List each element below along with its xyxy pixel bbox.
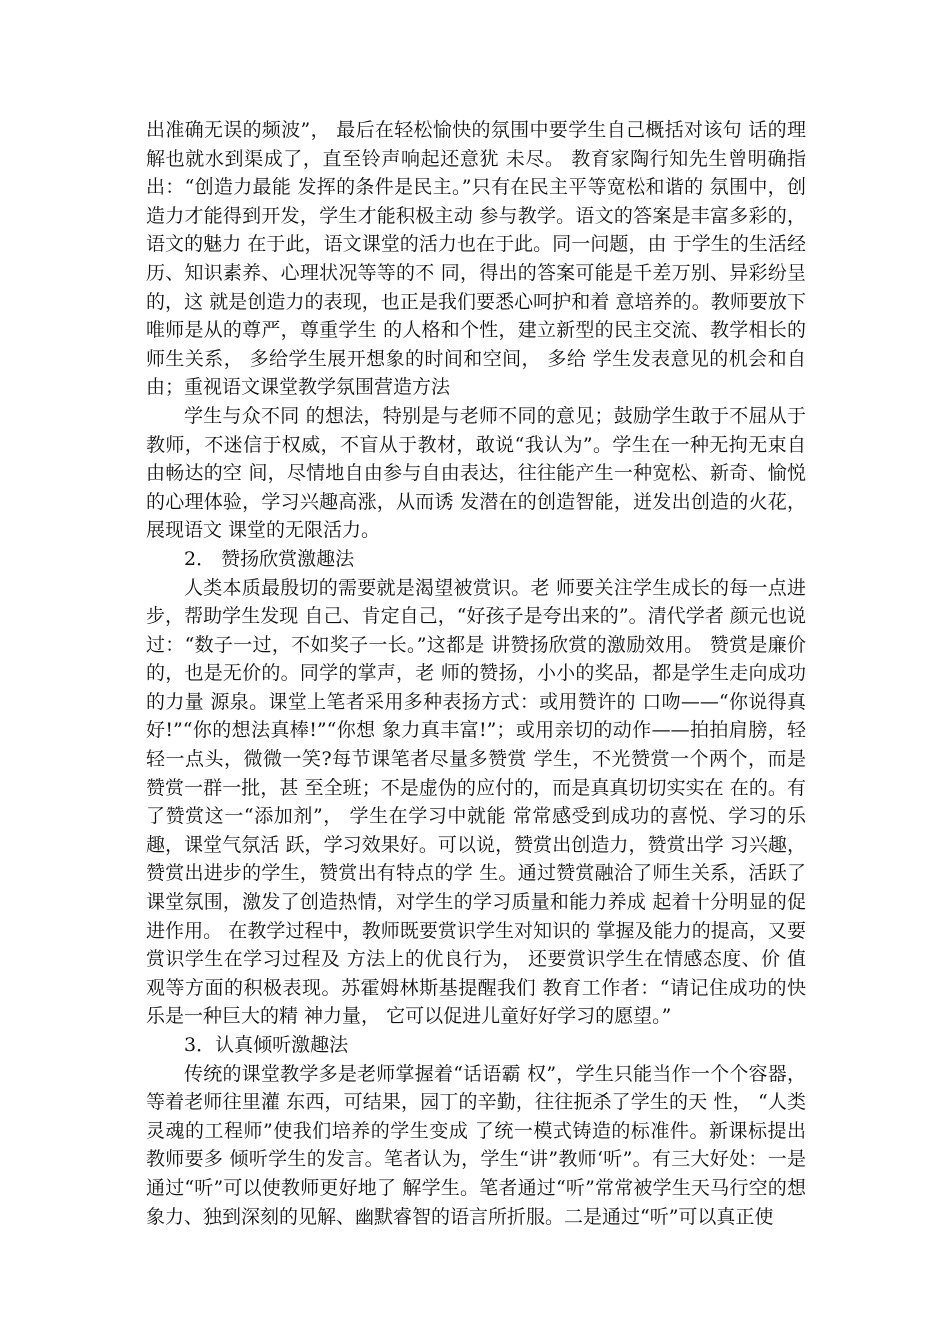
- document-page: [146, 116, 806, 1231]
- paragraph-4: 传统的课堂教学多是老师掌握着“话语霸 权”，学生只能当作一个个容器，等着老师往里灌 东西，可结果，园丁的辛勤，往往扼杀了学生的天 性， “人类灵魂的工程师”使我们培养的学生变成 了统一模式铸造的标准件。新课标提出教师要多 倾听学生的发言。笔者认为，学生“讲”教师‘听”。有三大好处：一是通过“听”可以使教师更好地了 解学生。笔者通过“听”常常被学生天马行空的想 象力、独到深刻的见解、幽默睿智的语言所折服。二是通过“听”可以真正使: [146, 1062, 806, 1228]
- section-heading-3: 3．认真倾听激趣法: [184, 1034, 349, 1056]
- paragraph-3: 人类本质最殷切的需要就是渴望被赏识。老 师要关注学生成长的每一点进步，帮助学生发现 自己、肯定自己，“好孩子是夸出来的”。清代学者 颜元也说过：“数子一过，不如奖子一长。”这都是 讲赞扬欣赏的激励效用。 赞赏是廉价的，也是无价的。同学的掌声，老 师的赞扬，小小的奖品，都是学生走向成功的力量 源泉。课堂上笔者采用多种表扬方式：或用赞许的 口吻——“你说得真好!”“你的想法真棒!”“你想 象力真丰富!”；或用亲切的动作——拍拍肩膀，轻 轻一点头，微微一笑?每节课笔者尽量多赞赏 学生，不光赞赏一个两个，而是赞赏一群一批，甚 至全班；不是虚伪的应付的，而是真真切切实实在 在的。有了赞赏这一“添加剂”， 学生在学习中就能 常常感受到成功的喜悦、学习的乐趣，课堂气氛活 跃，学习效果好。可以说，赞赏出创造力，赞赏出学 习兴趣，赞赏出进步的学生，赞赏出有特点的学 生。通过赞赏融洽了师生关系，活跃了课堂氛围，激发了创造热情，对学生的学习质量和能力养成 起着十分明显的促进作用。 在教学过程中，教师既要赏识学生对知识的 掌握及能力的提高，又要赏识学生在学习过程及 方法上的优良行为， 还要赏识学生在情感态度、价 值观等方面的积极表现。苏霍姆林斯基提醒我们 教育工作者：“请记住成功的快乐是一种巨大的精 神力量， 它可以促进儿童好好学习的愿望。”: [146, 576, 806, 1028]
- paragraph-1: 出准确无误的频波”， 最后在轻松愉快的氛围中要学生自己概括对该句 话的理解也就水到渠成了，直至铃声响起还意犹 未尽。 教育家陶行知先生曾明确指出：“创造力最能 发挥的条件是民主。”只有在民主平等宽松和谐的 氛围中，创造力才能得到开发，学生才能积极主动 参与教学。语文的答案是丰富多彩的，语文的魅力 在于此，语文课堂的活力也在于此。同一问题，由 于学生的生活经历、知识素养、心理状况等等的不 同，得出的答案可能是千差万别、异彩纷呈的，这 就是创造力的表现，也正是我们要悉心呵护和着 意培养的。教师要放下唯师是从的尊严，尊重学生 的人格和个性，建立新型的民主交流、教学相长的 师生关系， 多给学生展开想象的时间和空间， 多给 学生发表意见的机会和自由；重视语文课堂教学氛围营造方法: [146, 119, 806, 399]
- section-heading-2: 2． 赞扬欣赏激趣法: [184, 547, 355, 570]
- paragraph-2: 学生与众不同 的想法，特别是与老师不同的意见；鼓励学生敢于不屈从于教师，不迷信于权威，不盲从于教材，敢说“我认为”。学生在一种无拘无束自由畅达的空 间，尽情地自由参与自由表达，往往能产生一种宽松、新奇、愉悦的心理体验，学习兴趣高涨，从而诱 发潜在的创造智能，迸发出创造的火花，展现语文 课堂的无限活力。: [146, 404, 806, 542]
